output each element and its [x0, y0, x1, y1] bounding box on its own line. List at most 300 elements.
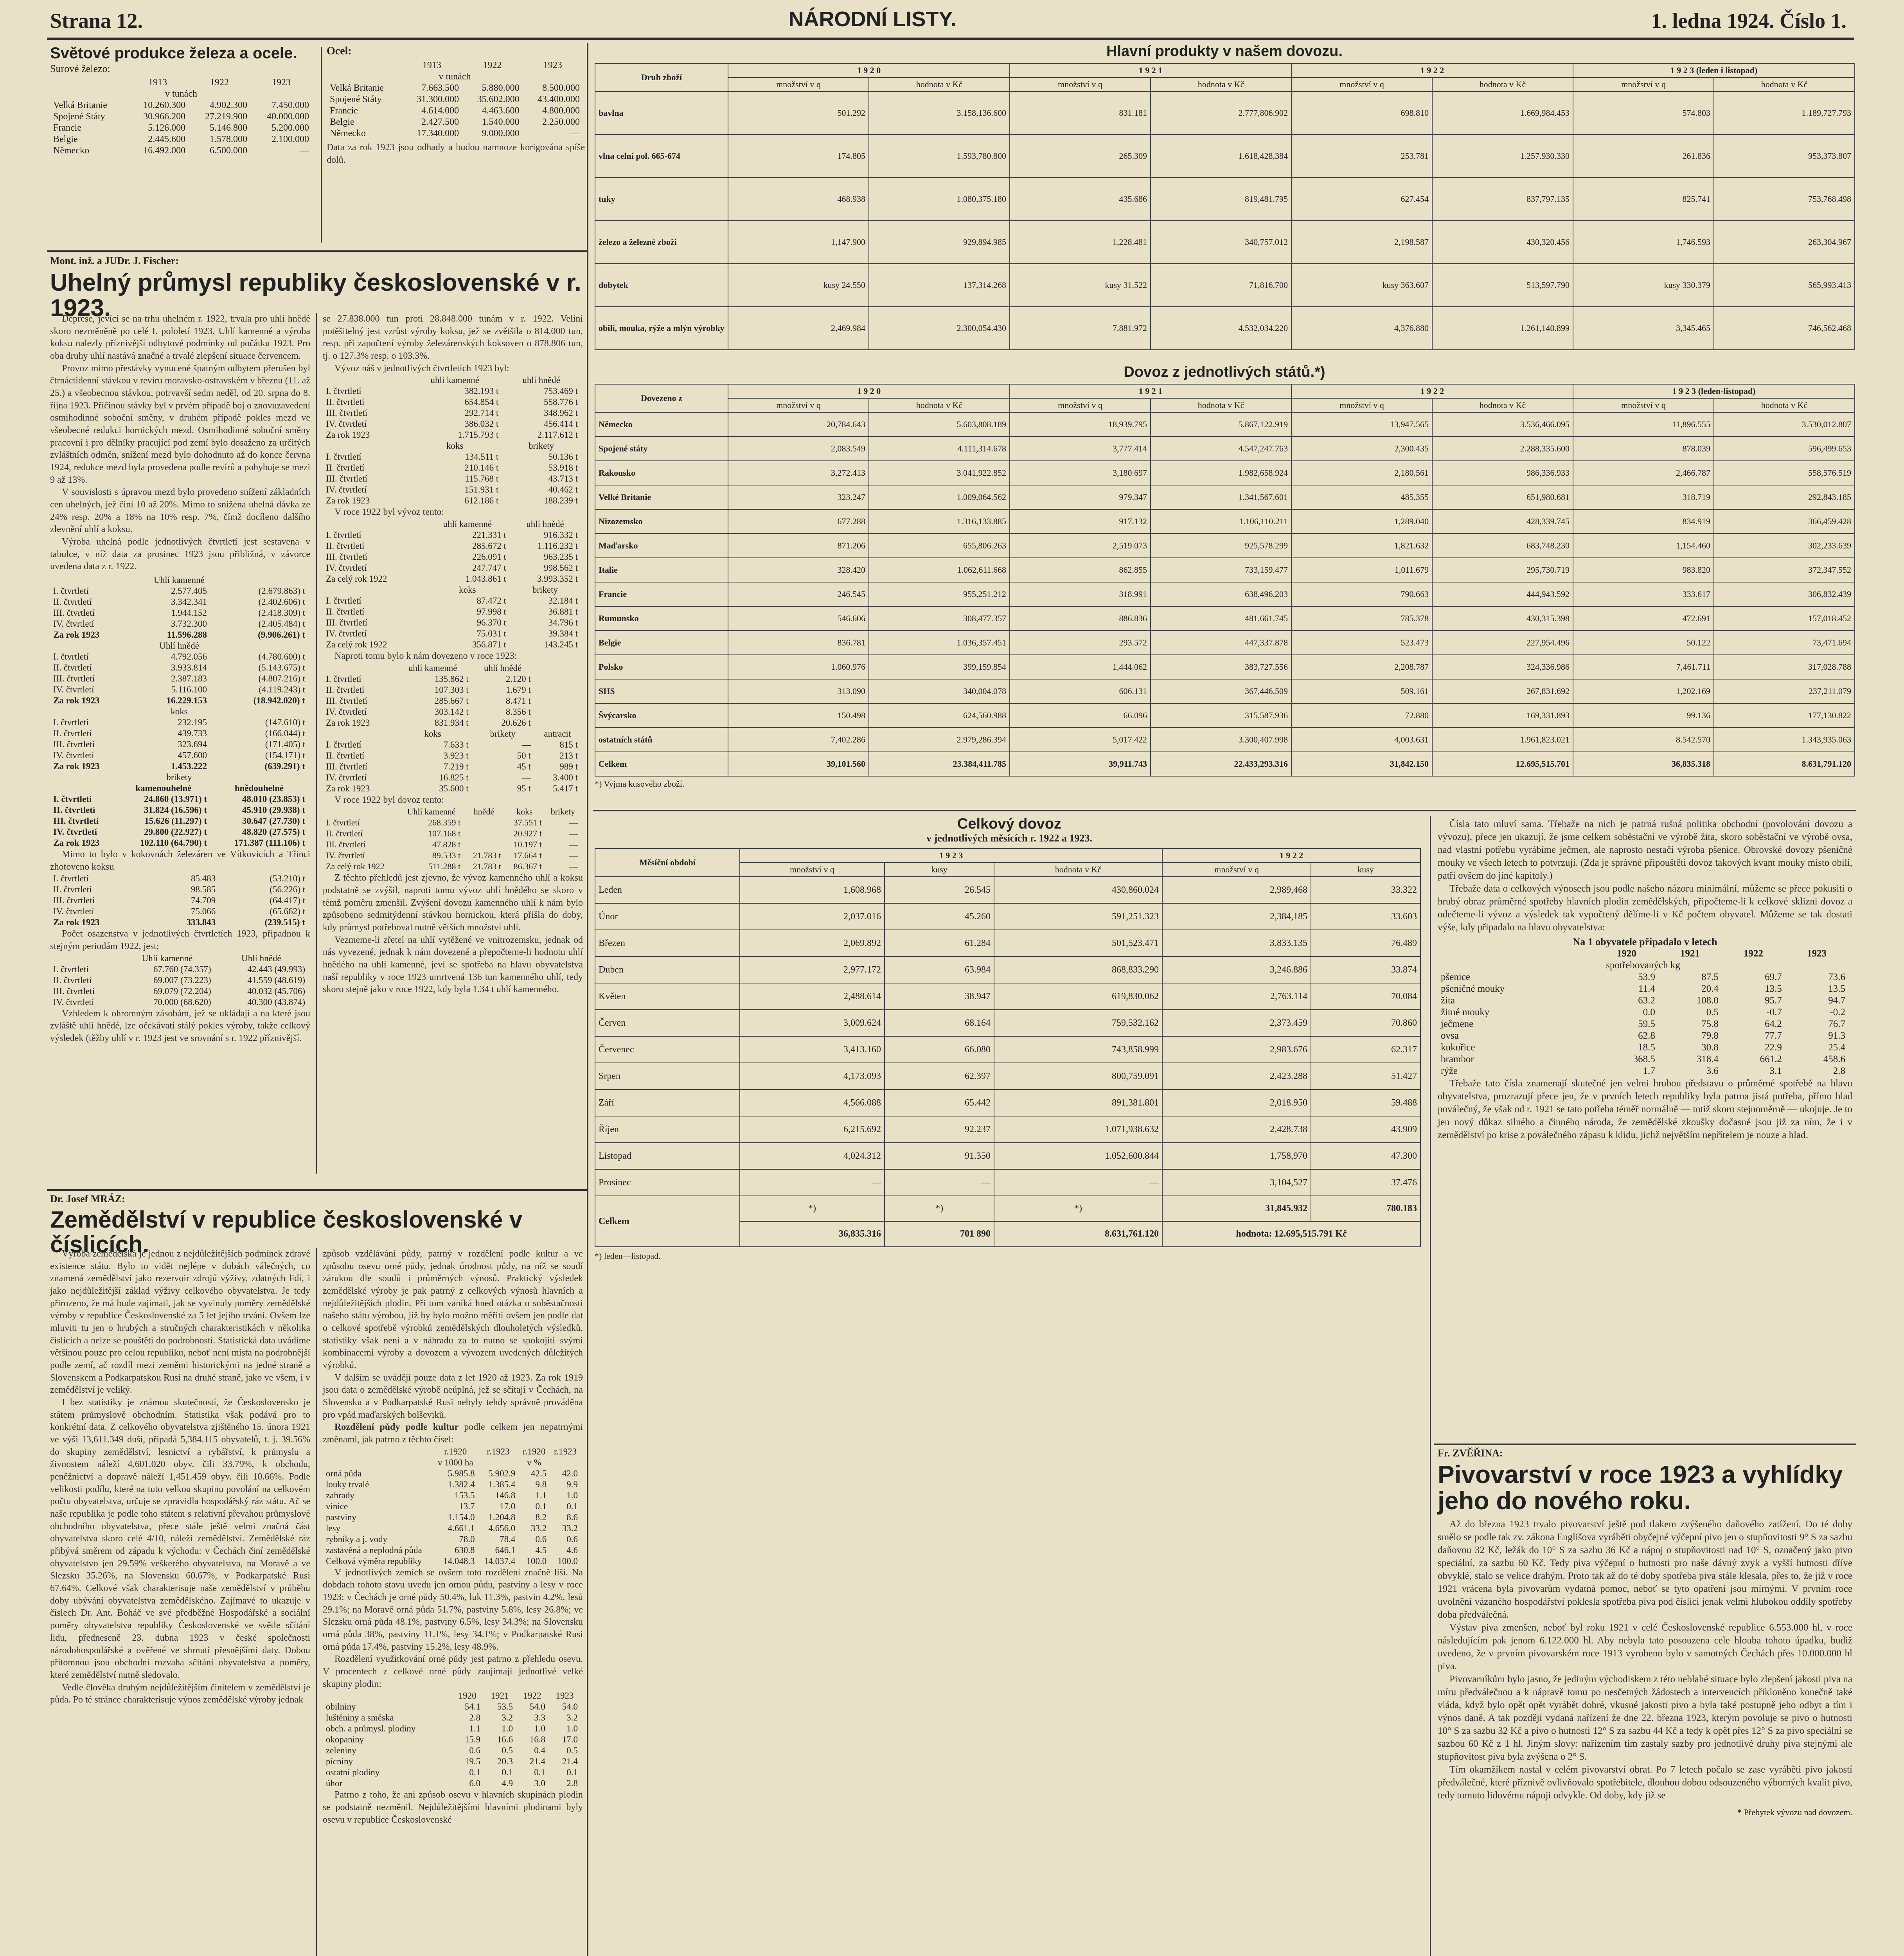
- value-cell: 76.489: [1311, 930, 1420, 956]
- year-header: 1 9 2 1: [1010, 63, 1291, 77]
- value-cell: (5.143.675) t: [258, 663, 305, 673]
- table-row: [323, 1523, 581, 1534]
- row-label: II. čtvrtletí: [53, 597, 92, 607]
- footnote-mark: *): [994, 1196, 1162, 1221]
- value-cell: 48.010 (23.853) t: [242, 794, 305, 804]
- month-label: Duben: [595, 956, 740, 983]
- total-value: 780.183: [1311, 1196, 1420, 1221]
- column-header: [323, 1446, 433, 1457]
- table-row: [50, 838, 308, 849]
- newspaper-title: NÁRODNÍ LISTY.: [788, 7, 956, 31]
- total-value: 31,845.932: [1162, 1196, 1311, 1221]
- row-label: III. čtvrtletí: [326, 618, 368, 628]
- table-row: [595, 631, 1855, 655]
- row-label: II. čtvrtletí: [326, 607, 365, 617]
- value-cell: 1.1: [469, 1724, 481, 1734]
- value-cell: 1,154.460: [1573, 534, 1714, 558]
- value-cell: 7.663.500: [421, 83, 459, 93]
- value-cell: 285.667 t: [434, 696, 469, 706]
- value-cell: 36.881 t: [548, 607, 578, 617]
- value-cell: 5,017.422: [1010, 728, 1151, 752]
- value-cell: 3,272.413: [728, 461, 869, 485]
- value-cell: —: [740, 1169, 885, 1196]
- column-header: množství v q: [1010, 77, 1151, 92]
- table-row: [323, 1778, 581, 1789]
- header-row: [323, 728, 581, 739]
- value-cell: 157,018.452: [1714, 606, 1855, 631]
- header-row: [323, 519, 581, 530]
- table-row: [595, 92, 1855, 135]
- value-cell: 18,939.795: [1010, 412, 1151, 437]
- value-cell: 3.536,466.095: [1432, 412, 1573, 437]
- value-cell: [534, 685, 581, 696]
- table-row: [323, 674, 581, 685]
- row-label: Belgie: [330, 117, 354, 127]
- coal-paragraph: Vzhledem k ohromným zásobám, jež se ukládají a na které jsou zvláště uhlí hnědé, lze očekávati stálý pokles výroby, takže celkový výsledek (těžby uhlí v r. 1923 jest ve srovnání s r. 1922 příznivější.: [50, 1008, 310, 1044]
- header-row: [323, 375, 581, 386]
- value-cell: 368.5: [1633, 1054, 1655, 1064]
- table-row: [323, 861, 581, 872]
- table-row: [327, 94, 583, 105]
- world-iron-subtitle: Surové železo:: [50, 63, 110, 74]
- table-row: [323, 817, 581, 828]
- value-cell: 5.880.000: [482, 83, 520, 93]
- value-cell: 458.6: [1823, 1054, 1845, 1064]
- row-label: obilniny: [326, 1702, 356, 1712]
- value-cell: 619,830.062: [994, 983, 1162, 1010]
- value-cell: 624,560.988: [869, 703, 1010, 728]
- header-row: [327, 60, 583, 71]
- column-header: [323, 375, 408, 386]
- header-row: [50, 88, 312, 100]
- value-cell: 2,989,468: [1162, 877, 1311, 903]
- value-cell: 29.800 (22.927) t: [144, 827, 207, 837]
- value-cell: 328.420: [728, 558, 869, 582]
- table-row: [50, 739, 308, 750]
- value-cell: 955,251.212: [869, 582, 1010, 606]
- value-cell: (154.171) t: [265, 750, 305, 760]
- value-cell: 819,481.795: [1151, 178, 1291, 221]
- value-cell: 247.747 t: [472, 563, 506, 573]
- value-cell: 9.000.000: [482, 128, 520, 138]
- column-header: uhlí hnědé: [526, 519, 564, 529]
- value-cell: 1.0: [502, 1724, 513, 1734]
- table-row: [1438, 995, 1848, 1007]
- value-cell: 303.142 t: [434, 707, 469, 717]
- value-cell: 177,130.822: [1714, 703, 1855, 728]
- value-cell: 2.117.612 t: [537, 430, 578, 440]
- value-cell: 42.443 (49.993): [247, 964, 305, 974]
- total-value: 36,835.316: [740, 1221, 885, 1247]
- table-row: [50, 906, 308, 917]
- agri-paragraph: podle celkem jen nepatrnými změnami, jak patrno z těchto čísel:: [323, 1422, 583, 1445]
- table-row: [323, 1745, 581, 1756]
- value-cell: 75.8: [1701, 1019, 1719, 1029]
- value-cell: 313.090: [728, 679, 869, 703]
- month-label: Květen: [595, 983, 740, 1010]
- value-cell: 0.5: [566, 1746, 578, 1756]
- total-value-money: hodnota: 12.695,515.791 Kč: [1162, 1221, 1420, 1247]
- value-cell: 0.1: [566, 1767, 578, 1778]
- value-cell: 38.947: [885, 983, 994, 1010]
- value-cell: —: [570, 128, 580, 138]
- value-cell: 1.669,984.453: [1432, 92, 1573, 135]
- table-row: [323, 1756, 581, 1767]
- value-cell: 4.6: [566, 1545, 578, 1555]
- column-header: Měsíční období: [595, 849, 740, 877]
- value-cell: 16.492.000: [143, 146, 186, 156]
- header-row: [323, 663, 581, 674]
- row-label: Za rok 1923: [326, 783, 370, 793]
- value-cell: 292,843.185: [1714, 485, 1855, 509]
- value-cell: 77.7: [1765, 1030, 1782, 1041]
- coal-export-1922-table: [323, 519, 581, 650]
- value-cell: 302,233.639: [1714, 534, 1855, 558]
- value-cell: 143.245 t: [544, 640, 578, 650]
- value-cell: 40.300 (43.874): [247, 997, 305, 1007]
- value-cell: kusy 363.607: [1291, 264, 1432, 307]
- sowing-share-table: [323, 1690, 581, 1789]
- value-cell: 5.116.100: [171, 685, 207, 695]
- value-cell: 21.783 t: [473, 861, 501, 872]
- value-cell: 871.206: [728, 534, 869, 558]
- table-row: [50, 111, 312, 122]
- world-iron-title: Světové produkce železa a ocele.: [50, 45, 297, 62]
- value-cell: 100.0: [557, 1556, 578, 1566]
- value-cell: 1.540.000: [482, 117, 520, 127]
- value-cell: 2,373.459: [1162, 1010, 1311, 1036]
- value-cell: 94.7: [1828, 995, 1845, 1006]
- value-cell: 5.200.000: [271, 123, 309, 133]
- table-row: [595, 135, 1855, 178]
- row-label: pastviny: [326, 1512, 356, 1522]
- row-label: Spojené Státy: [330, 94, 382, 104]
- column-header: uhlí hnědé: [522, 375, 560, 385]
- value-cell: 323.247: [728, 485, 869, 509]
- value-cell: 2,466.787: [1573, 461, 1714, 485]
- table-row: [595, 606, 1855, 631]
- unit-label: v tunách: [439, 72, 471, 82]
- table-row: [1438, 1065, 1848, 1077]
- column-header: [50, 77, 127, 88]
- table-row: [595, 930, 1420, 956]
- column-header: 1923: [556, 1691, 574, 1701]
- value-cell: 0.1: [502, 1767, 513, 1778]
- value-cell: 837,797.135: [1432, 178, 1573, 221]
- value-cell: 107.168 t: [428, 829, 461, 839]
- header-row: [595, 63, 1855, 77]
- value-cell: 612.186 t: [464, 496, 499, 506]
- column-header: množství v q: [740, 863, 885, 877]
- value-cell: 1.961,823.021: [1432, 728, 1573, 752]
- value-cell: (56.226) t: [270, 885, 305, 895]
- beer-article: [1438, 1447, 1852, 1818]
- steelworks-coke-table: [50, 873, 308, 928]
- value-cell: (639.291) t: [264, 761, 305, 771]
- table-row: [323, 717, 581, 728]
- row-label: Maďarsko: [595, 534, 728, 558]
- row-label: Za celý rok 1922: [326, 640, 387, 650]
- row-label: lesy: [326, 1523, 341, 1533]
- table-row: [1438, 983, 1848, 995]
- row-label: II. čtvrtletí: [53, 805, 95, 815]
- column-header: kusy: [885, 863, 994, 877]
- column-header: 1922: [210, 77, 229, 88]
- value-cell: 2,763.114: [1162, 983, 1311, 1010]
- value-cell: 62.8: [1638, 1030, 1655, 1041]
- value-cell: 11,896.555: [1573, 412, 1714, 437]
- value-cell: 468.938: [728, 178, 869, 221]
- value-cell: 523.473: [1291, 631, 1432, 655]
- value-cell: 825.741: [1573, 178, 1714, 221]
- column-header: [50, 953, 120, 964]
- value-cell: 100.0: [526, 1556, 547, 1566]
- table-row: [50, 651, 308, 662]
- table-row: [323, 451, 581, 462]
- value-cell: 34.796 t: [548, 618, 578, 628]
- row-label: I. čtvrtletí: [53, 652, 89, 662]
- row-label: II. čtvrtletí: [326, 397, 365, 407]
- value-cell: 3.993.352 t: [537, 574, 578, 584]
- value-cell: 0.6: [535, 1534, 547, 1544]
- agri-column-1: [50, 1248, 310, 1706]
- table-row: [323, 606, 581, 617]
- value-cell: 40.000.000: [267, 111, 309, 122]
- row-label: II. čtvrtletí: [326, 685, 365, 695]
- value-cell: 50 t: [517, 750, 531, 760]
- value-cell: (171.405) t: [265, 739, 305, 750]
- value-cell: [534, 717, 581, 728]
- value-cell: 10.197 t: [513, 840, 542, 850]
- coal-paragraph: Výroba uhelná podle jednotlivých čtvrtletí jest sestavena v tabulce, v níž data za prosinec 1923 jsou přibližná, v závorce uvedena data z r. 1922.: [50, 537, 310, 572]
- value-cell: 2,198.587: [1291, 221, 1432, 264]
- value-cell: 107.303 t: [434, 685, 469, 695]
- month-label: Únor: [595, 903, 740, 930]
- row-label: III. čtvrtletí: [326, 474, 368, 484]
- value-cell: 318.4: [1696, 1054, 1719, 1064]
- column-header: koks: [446, 441, 464, 451]
- row-label: Za rok 1923: [53, 838, 100, 848]
- row-label: pícniny: [326, 1756, 353, 1767]
- value-cell: 891,381.801: [994, 1089, 1162, 1116]
- value-cell: 456.414 t: [544, 419, 578, 429]
- value-cell: 916.332 t: [544, 530, 578, 540]
- value-cell: 5.126.000: [148, 123, 186, 133]
- value-cell: 430,320.456: [1432, 221, 1573, 264]
- value-cell: 1,228.481: [1010, 221, 1151, 264]
- table-row: [323, 839, 581, 850]
- table-row: [50, 761, 308, 772]
- value-cell: 1,608.968: [740, 877, 885, 903]
- consumption-paragraph: Třebaže data o celkových výnosech jsou podle našeho názoru minimální, můžeme se přece pokusiti o hrubý obraz průměrné spotřeby hlavních plodin zemědělských, připočteme-li k celkové sklizni dovoz a odečteme-li vývoz a výsledek tak vypočtený dělíme-li v Kč počtem obyvatel. Můžeme se tak dostati výše, kdy připadalo na hlavu obyvatelstva:: [1438, 883, 1852, 933]
- value-cell: 14.037.4: [484, 1556, 516, 1566]
- value-cell: 0.1: [534, 1767, 546, 1778]
- value-cell: 886.836: [1010, 606, 1151, 631]
- value-cell: 4.661.1: [448, 1523, 475, 1533]
- header-row: [595, 384, 1855, 398]
- year-header: 1 9 2 1: [1010, 384, 1291, 398]
- table-row: [595, 1036, 1420, 1063]
- column-header: 1913: [148, 77, 167, 88]
- value-cell: 85.483: [191, 874, 216, 884]
- value-cell: 1.341,567.601: [1151, 485, 1291, 509]
- beer-footnote: * Přebytek vývozu nad dovozem.: [1737, 1807, 1852, 1818]
- value-cell: 1.043.861 t: [465, 574, 506, 584]
- value-cell: 102.110 (64.790) t: [140, 838, 207, 848]
- column-header: hnědouhelné: [234, 783, 284, 793]
- row-label: III. čtvrtletí: [53, 739, 95, 750]
- value-cell: 3.530,012.807: [1714, 412, 1855, 437]
- value-cell: 40.462 t: [548, 485, 578, 495]
- value-cell: 69.7: [1765, 972, 1782, 982]
- value-cell: 91.350: [885, 1143, 994, 1169]
- value-cell: 1.062,611.668: [869, 558, 1010, 582]
- value-cell: 596,499.653: [1714, 437, 1855, 461]
- row-label: I. čtvrtletí: [326, 818, 360, 828]
- row-label: IV. čtvrtletí: [53, 906, 94, 917]
- value-cell: 7,461.711: [1573, 655, 1714, 679]
- value-cell: 25.4: [1828, 1042, 1845, 1053]
- year-header: 1 9 2 2: [1291, 63, 1573, 77]
- value-cell: (239.515) t: [264, 917, 305, 928]
- value-cell: 42.5: [530, 1468, 547, 1478]
- header-row: [323, 584, 581, 595]
- value-cell: 95.7: [1765, 995, 1782, 1006]
- value-cell: 4.547,247.763: [1151, 437, 1291, 461]
- coal-paragraph: Provoz mimo přestávky vynucené špatným odbytem přerušen byl čtrnáctidenní stávkou v revíru moravsko-ostravském v březnu (11. až 25.) a všeobecnou stávkou, potrvavší sedm neděl, od 20. srpna do 8. října 1923. Příčinou stávky byl v prvém případě boj o znovuzavedení osmihodinné soboční směny, v druhém případě pokles mezd ve všeobecné redukci hornických mezd. Osmihodinné soboční směny pracovní i pro dělníky pracující pod zemí bylo dosaženo za určitých zvláštních odměn, snížení mezd bylo dohodnuto až do konce června 1924, redukce mezd byla provedena podle revírů a pohybuje se mezi 9 až 13%.: [50, 363, 310, 485]
- value-cell: 285.672 t: [472, 541, 506, 551]
- total-value: 39,101.560: [728, 752, 869, 776]
- value-cell: 267,831.692: [1432, 679, 1573, 703]
- month-label: Říjen: [595, 1116, 740, 1143]
- coal-type-label: Uhlí hnědé: [159, 641, 199, 651]
- column-header: množství v q: [1573, 398, 1714, 412]
- value-cell: 0.5: [502, 1746, 513, 1756]
- row-label: vlna celní pol. 665-674: [595, 135, 728, 178]
- header-row: [50, 783, 308, 794]
- column-header: 1923: [272, 77, 291, 88]
- row-label: zeleniny: [326, 1746, 356, 1756]
- value-cell: 4,024.312: [740, 1143, 885, 1169]
- value-cell: 89.533 t: [432, 850, 461, 861]
- value-cell: 917.132: [1010, 509, 1151, 534]
- value-cell: 606.131: [1010, 679, 1151, 703]
- coal-paragraph: V souvislosti s úpravou mezd bylo provedeno snížení základních cen uhelných, jež činí 10 až 20%. Mimo to snížena uhelná dávka ze 24% resp. 20% a 18% na 10% resp. 7%, čímž docíleno dalšího zlevnění uhlí a koksu.: [50, 487, 310, 535]
- footnote-mark: *): [885, 1196, 994, 1221]
- value-cell: 51.427: [1311, 1063, 1420, 1089]
- value-cell: 834.919: [1573, 509, 1714, 534]
- row-label: rybníky a j. vody: [326, 1534, 388, 1544]
- column-header: v 1000 ha: [437, 1457, 473, 1467]
- value-cell: 54.0: [562, 1702, 578, 1712]
- value-cell: 171.387 (111.106) t: [234, 838, 305, 848]
- value-cell: 7.633 t: [443, 739, 469, 750]
- row-label: IV. čtvrtletí: [53, 619, 94, 629]
- table-row: [1438, 971, 1848, 983]
- value-cell: 9.9: [566, 1479, 578, 1489]
- month-label: Srpen: [595, 1063, 740, 1089]
- value-cell: 246.545: [728, 582, 869, 606]
- value-cell: 790.663: [1291, 582, 1432, 606]
- header-row: [323, 1446, 581, 1457]
- value-cell: 324,336.986: [1432, 655, 1573, 679]
- value-cell: 21.4: [562, 1756, 578, 1767]
- value-cell: 53.918 t: [548, 463, 578, 473]
- value-cell: 45.260: [885, 903, 994, 930]
- column-header: 1922: [483, 60, 502, 70]
- table-row: [1438, 1018, 1848, 1030]
- value-cell: 1,758,970: [1162, 1143, 1311, 1169]
- row-label: IV. čtvrtletí: [53, 827, 97, 837]
- row-label: IV. čtvrtletí: [326, 850, 365, 861]
- value-cell: 3.933.814: [171, 663, 207, 673]
- row-label: pšenice: [1441, 972, 1470, 982]
- table-row: [595, 534, 1855, 558]
- column-divider: [587, 43, 588, 1956]
- row-label: Za rok 1923: [53, 630, 100, 640]
- header-row: [50, 953, 308, 964]
- coal-column-2: [323, 313, 583, 996]
- value-cell: 137,314.268: [869, 264, 1010, 307]
- value-cell: 1.679 t: [505, 685, 531, 695]
- header-row: [323, 806, 581, 817]
- value-cell: 1.578.000: [210, 134, 248, 144]
- value-cell: 1.080,375.180: [869, 178, 1010, 221]
- world-steel-note: Data za rok 1923 jsou odhady a budou namnoze korigována spíše dolů.: [327, 142, 585, 165]
- total-import-footnote: *) leden—listopad.: [595, 1251, 661, 1261]
- value-cell: 2,469.984: [728, 307, 869, 350]
- world-steel-subtitle: Ocel:: [327, 45, 352, 57]
- column-header: koks: [516, 807, 533, 817]
- value-cell: (53.210) t: [270, 874, 305, 884]
- value-cell: 3.2: [566, 1713, 578, 1723]
- total-import-section: [595, 816, 1424, 1261]
- column-header: hodnota v Kč: [869, 398, 1010, 412]
- value-cell: 1.009,064.562: [869, 485, 1010, 509]
- row-label: ostatní plodiny: [326, 1767, 380, 1778]
- column-header: 1922: [1743, 948, 1763, 959]
- year-header: 1 9 2 0: [728, 63, 1010, 77]
- table-row: [323, 772, 581, 783]
- value-cell: 348.962 t: [544, 408, 578, 418]
- row-label: II. čtvrtletí: [53, 663, 92, 673]
- row-label: I. čtvrtletí: [326, 596, 361, 606]
- table-row: [50, 975, 308, 986]
- table-row: [595, 1169, 1420, 1196]
- column-header: [323, 519, 426, 530]
- row-label: Za rok 1923: [326, 430, 370, 440]
- value-cell: 62.317: [1311, 1036, 1420, 1063]
- value-cell: 45 t: [517, 761, 531, 771]
- value-cell: 661.2: [1760, 1054, 1782, 1064]
- value-cell: 134.511 t: [465, 452, 499, 462]
- coal-production-table: [50, 575, 308, 849]
- value-cell: 78.4: [500, 1534, 516, 1544]
- column-header: 1920: [1616, 948, 1636, 959]
- column-header: Uhlí hnědé: [241, 953, 281, 963]
- value-cell: 54.1: [464, 1702, 481, 1712]
- table-row: [50, 986, 308, 997]
- value-cell: 11.596.288: [167, 630, 207, 640]
- value-cell: 8.500.000: [542, 83, 580, 93]
- table-row: [50, 964, 308, 975]
- value-cell: 654.854 t: [464, 397, 499, 407]
- beer-paragraph: Pivovarníkům bylo jasno, že jediným východiskem z této neblahé situace bylo zlepšení jakosti piva na míru předválečnou a k nápravě tomu po nesčetných žádostech a intervencích přikloněno konečně také vláda, když bylo opět opět vyrábět dobré, vkusné jakosti pivo a byla také postupně jeho odbyt a tím i výnos daně. A tak později vydaná nařízení že dne 22. března 1923, kterým povoluje se pivo o hutnosti 10° S za sazbu 32 Kč a pivo o hutnosti 12° S za sazbu 44 Kč a tedy k opět přes 12° S za pivo speciální se sazbou 60 Kč z 1 hl. Jiným slovy: nařízením tím zastaly sazby pro jednotlivé druhy piva stejnými ale stupňovitost piva byla zvýšena o 2° S.: [1438, 1674, 1852, 1762]
- row-label: zahrady: [326, 1490, 354, 1500]
- row-label: I. čtvrtletí: [53, 717, 89, 728]
- row-label: Německo: [330, 128, 366, 138]
- column-header: r.1920: [523, 1446, 546, 1456]
